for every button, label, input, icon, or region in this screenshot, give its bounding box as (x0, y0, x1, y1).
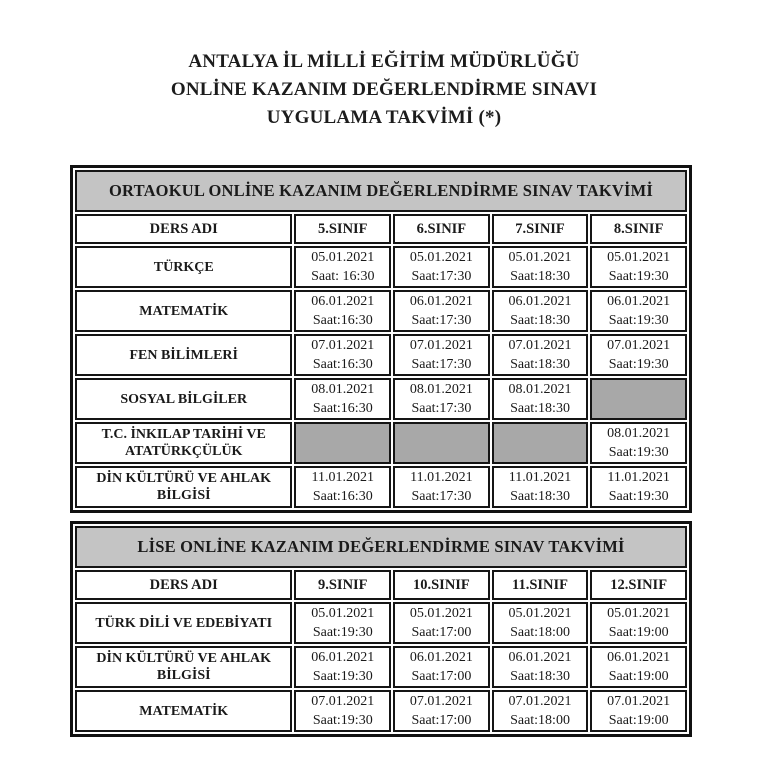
exam-time: Saat:19:30 (312, 713, 373, 728)
exam-date: 11.01.2021 (508, 470, 572, 485)
no-exam-cell (393, 422, 490, 464)
table-title-row (75, 526, 687, 568)
exam-cell (492, 334, 589, 376)
subject-cell: TÜRKÇE (75, 246, 292, 288)
exam-time: Saat:16:30 (312, 357, 373, 372)
column-header-10-sinif: 10.SINIF (393, 570, 490, 600)
exam-time: Saat:16:30 (312, 401, 373, 416)
exam-date: 08.01.2021 (607, 426, 671, 441)
exam-date: 07.01.2021 (311, 338, 375, 353)
lise-schedule-table (70, 521, 692, 737)
exam-date: 05.01.2021 (508, 606, 572, 621)
exam-date: 06.01.2021 (607, 294, 671, 309)
exam-time: Saat:17:30 (411, 357, 472, 372)
column-header-6-sinif: 6.SINIF (393, 214, 490, 244)
exam-time: Saat:19:00 (608, 713, 669, 728)
exam-date: 06.01.2021 (508, 294, 572, 309)
exam-time: Saat:17:30 (411, 401, 472, 416)
exam-date: 06.01.2021 (311, 650, 375, 665)
exam-cell (294, 646, 391, 688)
exam-cell (393, 290, 490, 332)
table-row (75, 646, 687, 688)
exam-time: Saat:19:30 (312, 625, 373, 640)
exam-time: Saat:18:30 (510, 269, 570, 284)
exam-cell (590, 246, 687, 288)
exam-cell (492, 290, 589, 332)
document-title (0, 0, 768, 132)
exam-date: 08.01.2021 (311, 382, 375, 397)
table-row (75, 290, 687, 332)
no-exam-cell (492, 422, 589, 464)
exam-time: Saat:18:30 (510, 313, 570, 328)
exam-time: Saat:19:30 (608, 445, 669, 460)
table-row (75, 246, 687, 288)
exam-time: Saat:18:00 (510, 713, 570, 728)
subject-cell: DİN KÜLTÜRÜ VE AHLAK BİLGİSİ (75, 466, 292, 508)
exam-cell (590, 466, 687, 508)
subject-cell: DİN KÜLTÜRÜ VE AHLAK BİLGİSİ (75, 646, 292, 688)
column-header-7-sinif: 7.SINIF (492, 214, 589, 244)
exam-time: Saat:17:30 (411, 269, 472, 284)
exam-cell (590, 334, 687, 376)
column-header-11-sinif: 11.SINIF (492, 570, 589, 600)
exam-cell (393, 646, 490, 688)
exam-time: Saat:16:30 (312, 489, 373, 504)
exam-date: 06.01.2021 (607, 650, 671, 665)
exam-date: 11.01.2021 (607, 470, 670, 485)
exam-time: Saat:18:00 (510, 625, 570, 640)
exam-cell (492, 246, 589, 288)
exam-time: Saat:17:00 (411, 713, 472, 728)
subject-cell: MATEMATİK (75, 290, 292, 332)
exam-cell (294, 690, 391, 732)
exam-cell (590, 422, 687, 464)
exam-cell (294, 466, 391, 508)
exam-cell (393, 334, 490, 376)
exam-cell (393, 602, 490, 644)
table-row (75, 602, 687, 644)
ortaokul-table-title: ORTAOKUL ONLİNE KAZANIM DEĞERLENDİRME SINAV TAKVİMİ (75, 170, 687, 212)
exam-date: 08.01.2021 (409, 382, 473, 397)
exam-time: Saat:19:30 (608, 313, 669, 328)
exam-date: 07.01.2021 (409, 338, 473, 353)
exam-cell (294, 602, 391, 644)
exam-date: 06.01.2021 (409, 294, 473, 309)
exam-cell (294, 378, 391, 420)
subject-cell: SOSYAL BİLGİLER (75, 378, 292, 420)
exam-time: Saat:17:30 (411, 313, 472, 328)
exam-date: 05.01.2021 (311, 250, 375, 265)
column-header-9-sinif: 9.SINIF (294, 570, 391, 600)
exam-date: 07.01.2021 (409, 694, 473, 709)
column-header-ders-adi: DERS ADI (75, 570, 292, 600)
exam-date: 07.01.2021 (607, 694, 671, 709)
exam-time: Saat:19:30 (312, 669, 373, 684)
exam-date: 08.01.2021 (508, 382, 572, 397)
exam-time: Saat:18:30 (510, 401, 570, 416)
column-header-12-sinif: 12.SINIF (590, 570, 687, 600)
exam-time: Saat:18:30 (510, 489, 570, 504)
exam-cell (393, 690, 490, 732)
column-header-ders-adi: DERS ADI (75, 214, 292, 244)
exam-cell (393, 466, 490, 508)
exam-date: 06.01.2021 (508, 650, 572, 665)
table-row (75, 378, 687, 420)
exam-time: Saat:19:30 (608, 489, 669, 504)
header-row (75, 570, 687, 600)
exam-time: Saat:18:30 (510, 357, 570, 372)
exam-date: 05.01.2021 (607, 250, 671, 265)
exam-cell (393, 246, 490, 288)
ortaokul-schedule-table (70, 165, 692, 513)
exam-date: 05.01.2021 (409, 606, 473, 621)
exam-time: Saat:18:30 (510, 669, 570, 684)
exam-cell (492, 646, 589, 688)
subject-cell: FEN BİLİMLERİ (75, 334, 292, 376)
exam-date: 11.01.2021 (311, 470, 374, 485)
exam-time: Saat:17:30 (411, 489, 472, 504)
exam-cell (492, 466, 589, 508)
document-title-line-3: UYGULAMA TAKVİMİ (*) (266, 107, 502, 128)
no-exam-cell (590, 378, 687, 420)
exam-cell (393, 378, 490, 420)
exam-date: 07.01.2021 (311, 694, 375, 709)
exam-date: 11.01.2021 (410, 470, 473, 485)
column-header-8-sinif: 8.SINIF (590, 214, 687, 244)
exam-cell (294, 290, 391, 332)
table-row (75, 422, 687, 464)
exam-date: 05.01.2021 (508, 250, 572, 265)
exam-time: Saat:19:00 (608, 625, 669, 640)
exam-date: 05.01.2021 (311, 606, 375, 621)
table-row (75, 690, 687, 732)
exam-cell (590, 602, 687, 644)
document-title-line-2: ONLİNE KAZANIM DEĞERLENDİRME SINAVI (170, 79, 598, 100)
exam-time: Saat:17:00 (411, 625, 472, 640)
column-header-5-sinif: 5.SINIF (294, 214, 391, 244)
exam-time: Saat:17:00 (411, 669, 472, 684)
exam-cell (492, 690, 589, 732)
exam-cell (492, 602, 589, 644)
subject-cell: TÜRK DİLİ VE EDEBİYATI (75, 602, 292, 644)
subject-cell: T.C. İNKILAP TARİHİ VE ATATÜRKÇÜLÜK (75, 422, 292, 464)
exam-cell (590, 690, 687, 732)
exam-cell (294, 334, 391, 376)
exam-date: 05.01.2021 (409, 250, 473, 265)
exam-time: Saat:16:30 (312, 313, 373, 328)
exam-cell (294, 246, 391, 288)
subject-cell: MATEMATİK (75, 690, 292, 732)
exam-date: 07.01.2021 (508, 338, 572, 353)
exam-time: Saat:19:30 (608, 269, 669, 284)
no-exam-cell (294, 422, 391, 464)
exam-date: 06.01.2021 (311, 294, 375, 309)
table-title-row (75, 170, 687, 212)
exam-date: 07.01.2021 (508, 694, 572, 709)
exam-cell (590, 646, 687, 688)
exam-cell (590, 290, 687, 332)
table-row (75, 334, 687, 376)
header-row (75, 214, 687, 244)
exam-date: 05.01.2021 (607, 606, 671, 621)
lise-table-title: LİSE ONLİNE KAZANIM DEĞERLENDİRME SINAV TAKVİMİ (75, 526, 687, 568)
exam-time: Saat:19:00 (608, 669, 669, 684)
exam-time: Saat:19:30 (608, 357, 669, 372)
exam-cell (492, 378, 589, 420)
table-row (75, 466, 687, 508)
exam-date: 06.01.2021 (409, 650, 473, 665)
exam-date: 07.01.2021 (607, 338, 671, 353)
exam-time: Saat: 16:30 (311, 269, 375, 284)
document-title-line-1: ANTALYA İL MİLLİ EĞİTİM MÜDÜRLÜĞÜ (188, 51, 580, 72)
